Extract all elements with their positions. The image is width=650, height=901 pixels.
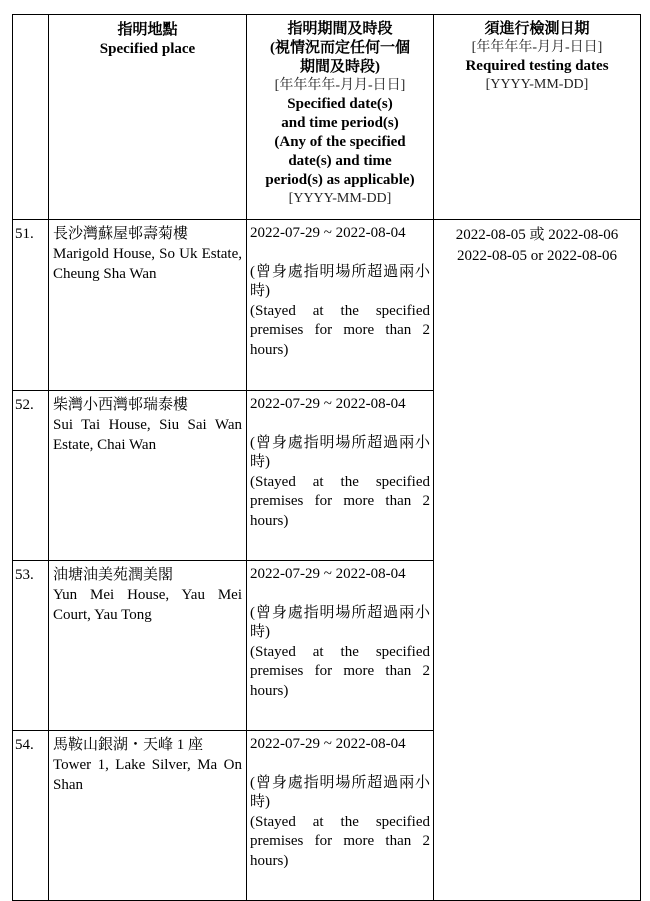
specified-places-table [12,14,641,901]
table-row [13,220,641,391]
stay-note-en: (Stayed at the specified premises for more than 2 hours) [250,643,430,699]
header-specified-period [247,15,434,220]
period-dates: 2022-07-29 ~ 2022-08-04 [250,396,406,412]
header-period-en-5: period(s) as applicable) [265,172,415,188]
place-zh: 馬鞍山銀湖・天峰 1 座 [53,737,204,753]
header-place-en: Specified place [99,41,196,57]
place-en: Marigold House, So Uk Estate, Cheung Sha Wan [53,246,242,282]
place-en: Sui Tai House, Siu Sai Wan Estate, Chai Wan [53,417,242,453]
header-period-format-en: [YYYY-MM-DD] [288,191,392,206]
stay-note-en: (Stayed at the specified premises for more than 2 hours) [250,302,430,358]
place-zh: 油塘油美苑潤美閣 [53,567,174,583]
header-period-zh-3: 期間及時段) [300,59,380,75]
row-number: 53. [13,561,49,731]
place-zh: 長沙灣蘇屋邨壽菊樓 [53,226,189,242]
header-period-en-2: and time period(s) [281,115,399,131]
period-dates: 2022-07-29 ~ 2022-08-04 [250,566,406,582]
header-test-format-zh: [年年年年-月月-日日] [471,40,603,55]
header-place-zh: 指明地點 [117,22,178,38]
period-cell [247,561,434,731]
header-period-zh-1: 指明期間及時段 [287,21,393,37]
row-number: 52. [13,391,49,561]
place-cell [49,220,247,391]
stay-note-en: (Stayed at the specified premises for more than 2 hours) [250,473,430,529]
header-period-en-4: date(s) and time [288,153,392,169]
header-test-format-en: [YYYY-MM-DD] [485,77,589,92]
testing-dates-cell [434,220,641,901]
place-cell [49,561,247,731]
stay-note-zh: (曾身處指明場所超過兩小時) [250,263,430,299]
testing-dates-zh: 2022-08-05 或 2022-08-06 [455,227,619,243]
period-cell [247,391,434,561]
stay-note-en: (Stayed at the specified premises for more than 2 hours) [250,813,430,869]
header-number [13,15,49,220]
period-cell [247,220,434,391]
header-testing-dates [434,15,641,220]
header-period-en-1: Specified date(s) [287,96,393,112]
period-cell [247,731,434,901]
row-number: 54. [13,731,49,901]
stay-note-zh: (曾身處指明場所超過兩小時) [250,774,430,810]
header-period-en-3: (Any of the specified [274,134,406,150]
header-period-zh-2: (視情況而定任何一個 [270,40,410,56]
period-dates: 2022-07-29 ~ 2022-08-04 [250,225,406,241]
place-en: Tower 1, Lake Silver, Ma On Shan [53,757,242,793]
header-specified-place [49,15,247,220]
period-dates: 2022-07-29 ~ 2022-08-04 [250,736,406,752]
place-cell [49,731,247,901]
header-period-format-zh: [年年年年-月月-日日] [274,78,406,93]
header-test-en: Required testing dates [465,58,609,74]
table-header-row [13,15,641,220]
stay-note-zh: (曾身處指明場所超過兩小時) [250,434,430,470]
testing-dates-en: 2022-08-05 or 2022-08-06 [457,248,617,264]
place-cell [49,391,247,561]
place-en: Yun Mei House, Yau Mei Court, Yau Tong [53,587,242,623]
row-number: 51. [13,220,49,391]
header-test-zh: 須進行檢測日期 [484,21,590,37]
place-zh: 柴灣小西灣邨瑞泰樓 [53,397,189,413]
stay-note-zh: (曾身處指明場所超過兩小時) [250,604,430,640]
